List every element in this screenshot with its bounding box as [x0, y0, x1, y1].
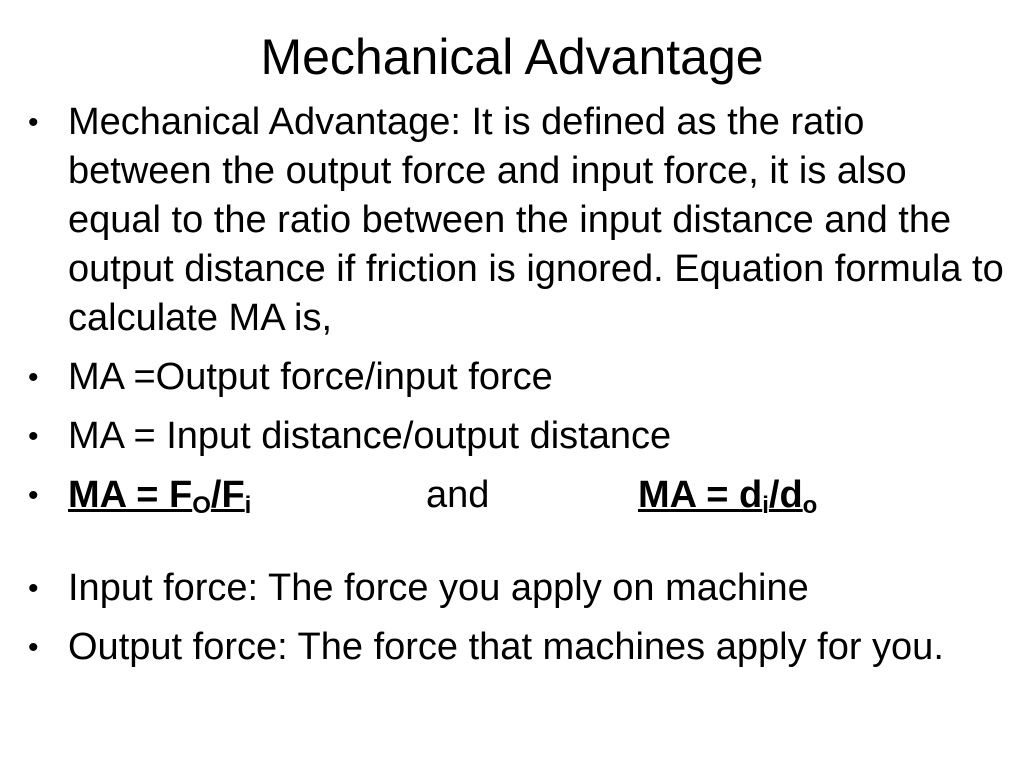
distance-formula-mid: /d — [768, 474, 803, 516]
distance-formula-sub-output: o — [802, 492, 818, 519]
bullet-text: Mechanical Advantage: It is defined as the ratio between the output force and input force, it is also equal to the ratio between the input distance and the output distance if friction is ignored. Equation formula to calculate MA is, — [68, 101, 1004, 339]
bullet-dot-icon: • — [28, 631, 39, 664]
bullet-dot-icon: • — [28, 572, 39, 605]
bullet-dot-icon: • — [28, 361, 39, 394]
force-formula-sub-input: i — [244, 492, 252, 519]
bullet-dot-icon: • — [28, 420, 39, 453]
bullet-text: MA =Output force/input force — [68, 356, 553, 398]
formula-connector: and — [426, 474, 490, 516]
bullet-item — [28, 623, 1008, 672]
formula-row — [68, 471, 1008, 520]
bullet-item — [28, 98, 1008, 343]
bullet-dot-icon: • — [28, 106, 39, 139]
bullet-item — [28, 564, 1008, 613]
bullet-list — [28, 98, 1008, 682]
force-formula — [68, 471, 426, 520]
bullet-item-formula — [28, 471, 1008, 520]
bullet-text: Input force: The force you apply on machine — [68, 567, 809, 609]
slide-title: Mechanical Advantage — [260, 29, 764, 85]
bullet-item — [28, 412, 1008, 461]
distance-formula-prefix: MA = d — [638, 474, 763, 516]
bullet-text: MA = Input distance/output distance — [68, 415, 672, 457]
distance-formula-sub-input: i — [762, 492, 769, 519]
force-formula-mid: /F — [210, 474, 245, 516]
bullet-dot-icon: • — [28, 479, 39, 512]
distance-formula — [638, 471, 817, 520]
force-formula-prefix: MA = F — [68, 474, 193, 516]
bullet-item — [28, 353, 1008, 402]
bullet-text: Output force: The force that machines apply for you. — [68, 626, 944, 668]
force-formula-sub-output: O — [192, 492, 211, 519]
